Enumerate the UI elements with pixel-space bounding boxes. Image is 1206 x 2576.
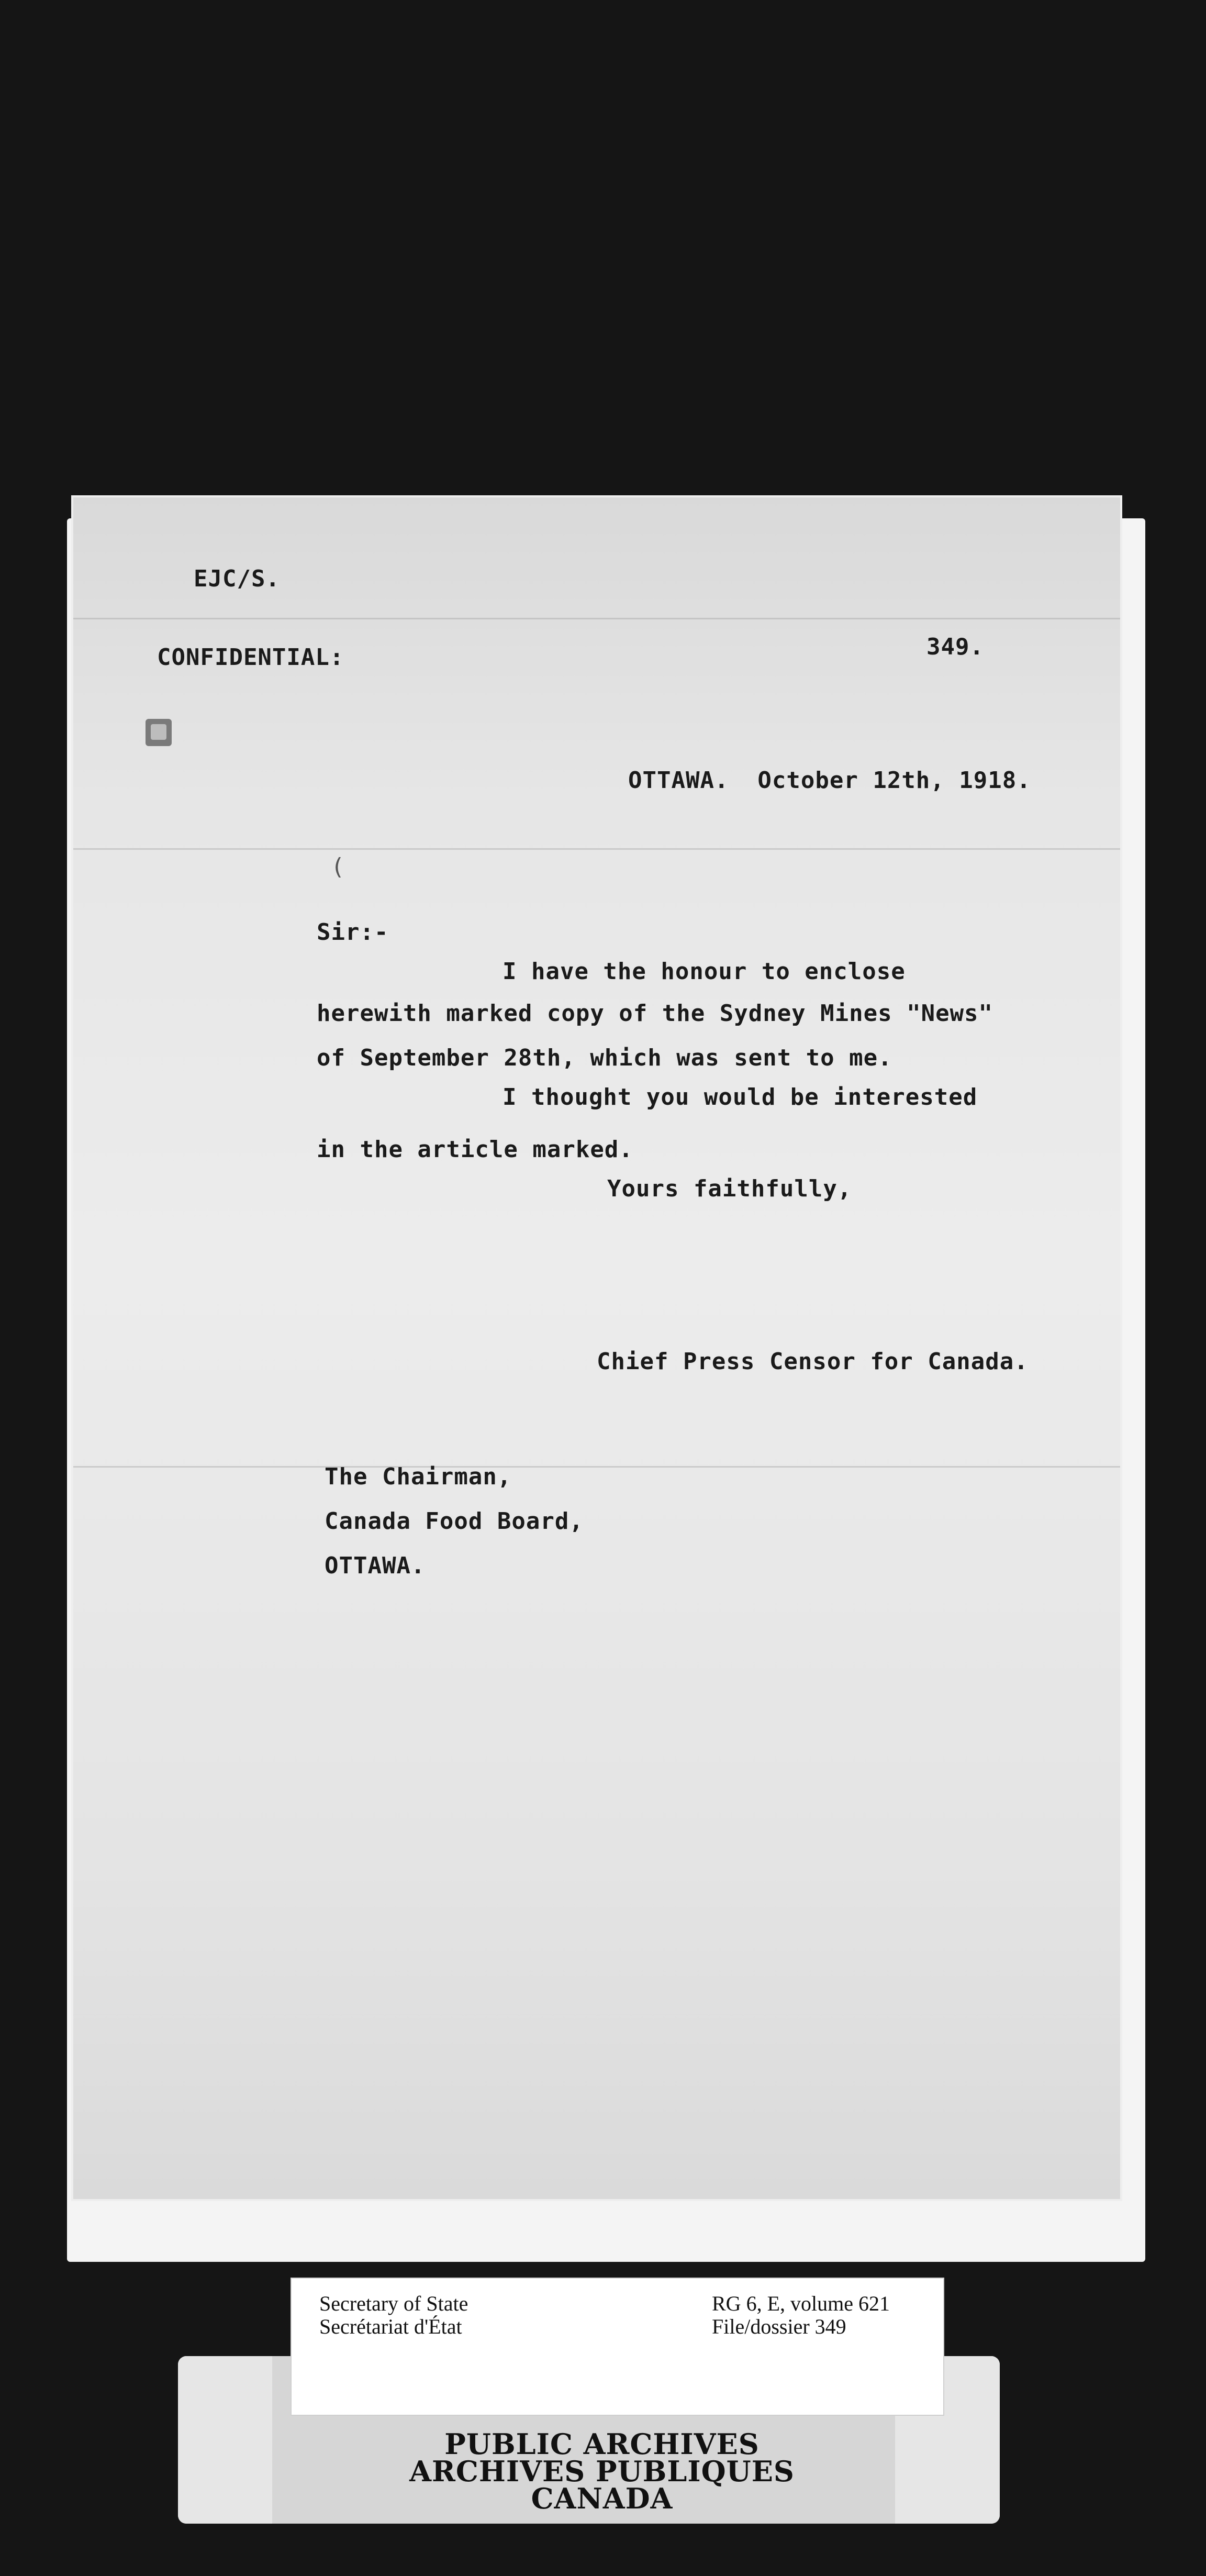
reference-initials: EJC/S. <box>194 565 280 592</box>
tab-lobe <box>178 2356 272 2524</box>
signature-title: Chief Press Censor for Canada. <box>597 1348 1029 1375</box>
addressee-line: The Chairman, <box>325 1463 512 1490</box>
fold-line <box>73 1466 1120 1468</box>
fold-line <box>73 848 1120 850</box>
record-group: RG 6, E, volume 621 <box>712 2292 890 2315</box>
salutation: Sir:- <box>317 919 389 946</box>
addressee-line: OTTAWA. <box>325 1552 426 1579</box>
fold-line <box>73 618 1120 619</box>
archive-stamp-line: PUBLIC ARCHIVES <box>444 2427 760 2461</box>
body-line: in the article marked. <box>317 1136 633 1163</box>
file-reference: File/dossier 349 <box>712 2315 846 2338</box>
file-number: 349. <box>926 634 984 660</box>
closing: Yours faithfully, <box>607 1175 852 1202</box>
place-and-date: OTTAWA. October 12th, 1918. <box>628 767 1031 794</box>
confidential-heading: CONFIDENTIAL: <box>157 644 344 671</box>
body-line: herewith marked copy of the Sydney Mines "News" <box>317 1000 993 1027</box>
archive-stamp-line: ARCHIVES PUBLIQUES <box>409 2455 795 2488</box>
stamp-mark-icon <box>141 715 178 751</box>
addressee-line: Canada Food Board, <box>325 1508 584 1535</box>
department-fr: Secrétariat d'État <box>319 2315 462 2338</box>
body-line: I thought you would be interested <box>502 1084 978 1111</box>
body-line: of September 28th, which was sent to me. <box>317 1045 892 1071</box>
pencil-mark: ( <box>331 853 345 880</box>
body-line: I have the honour to enclose <box>502 958 906 985</box>
department-en: Secretary of State <box>319 2292 468 2315</box>
archive-stamp-line: CANADA <box>531 2482 673 2515</box>
